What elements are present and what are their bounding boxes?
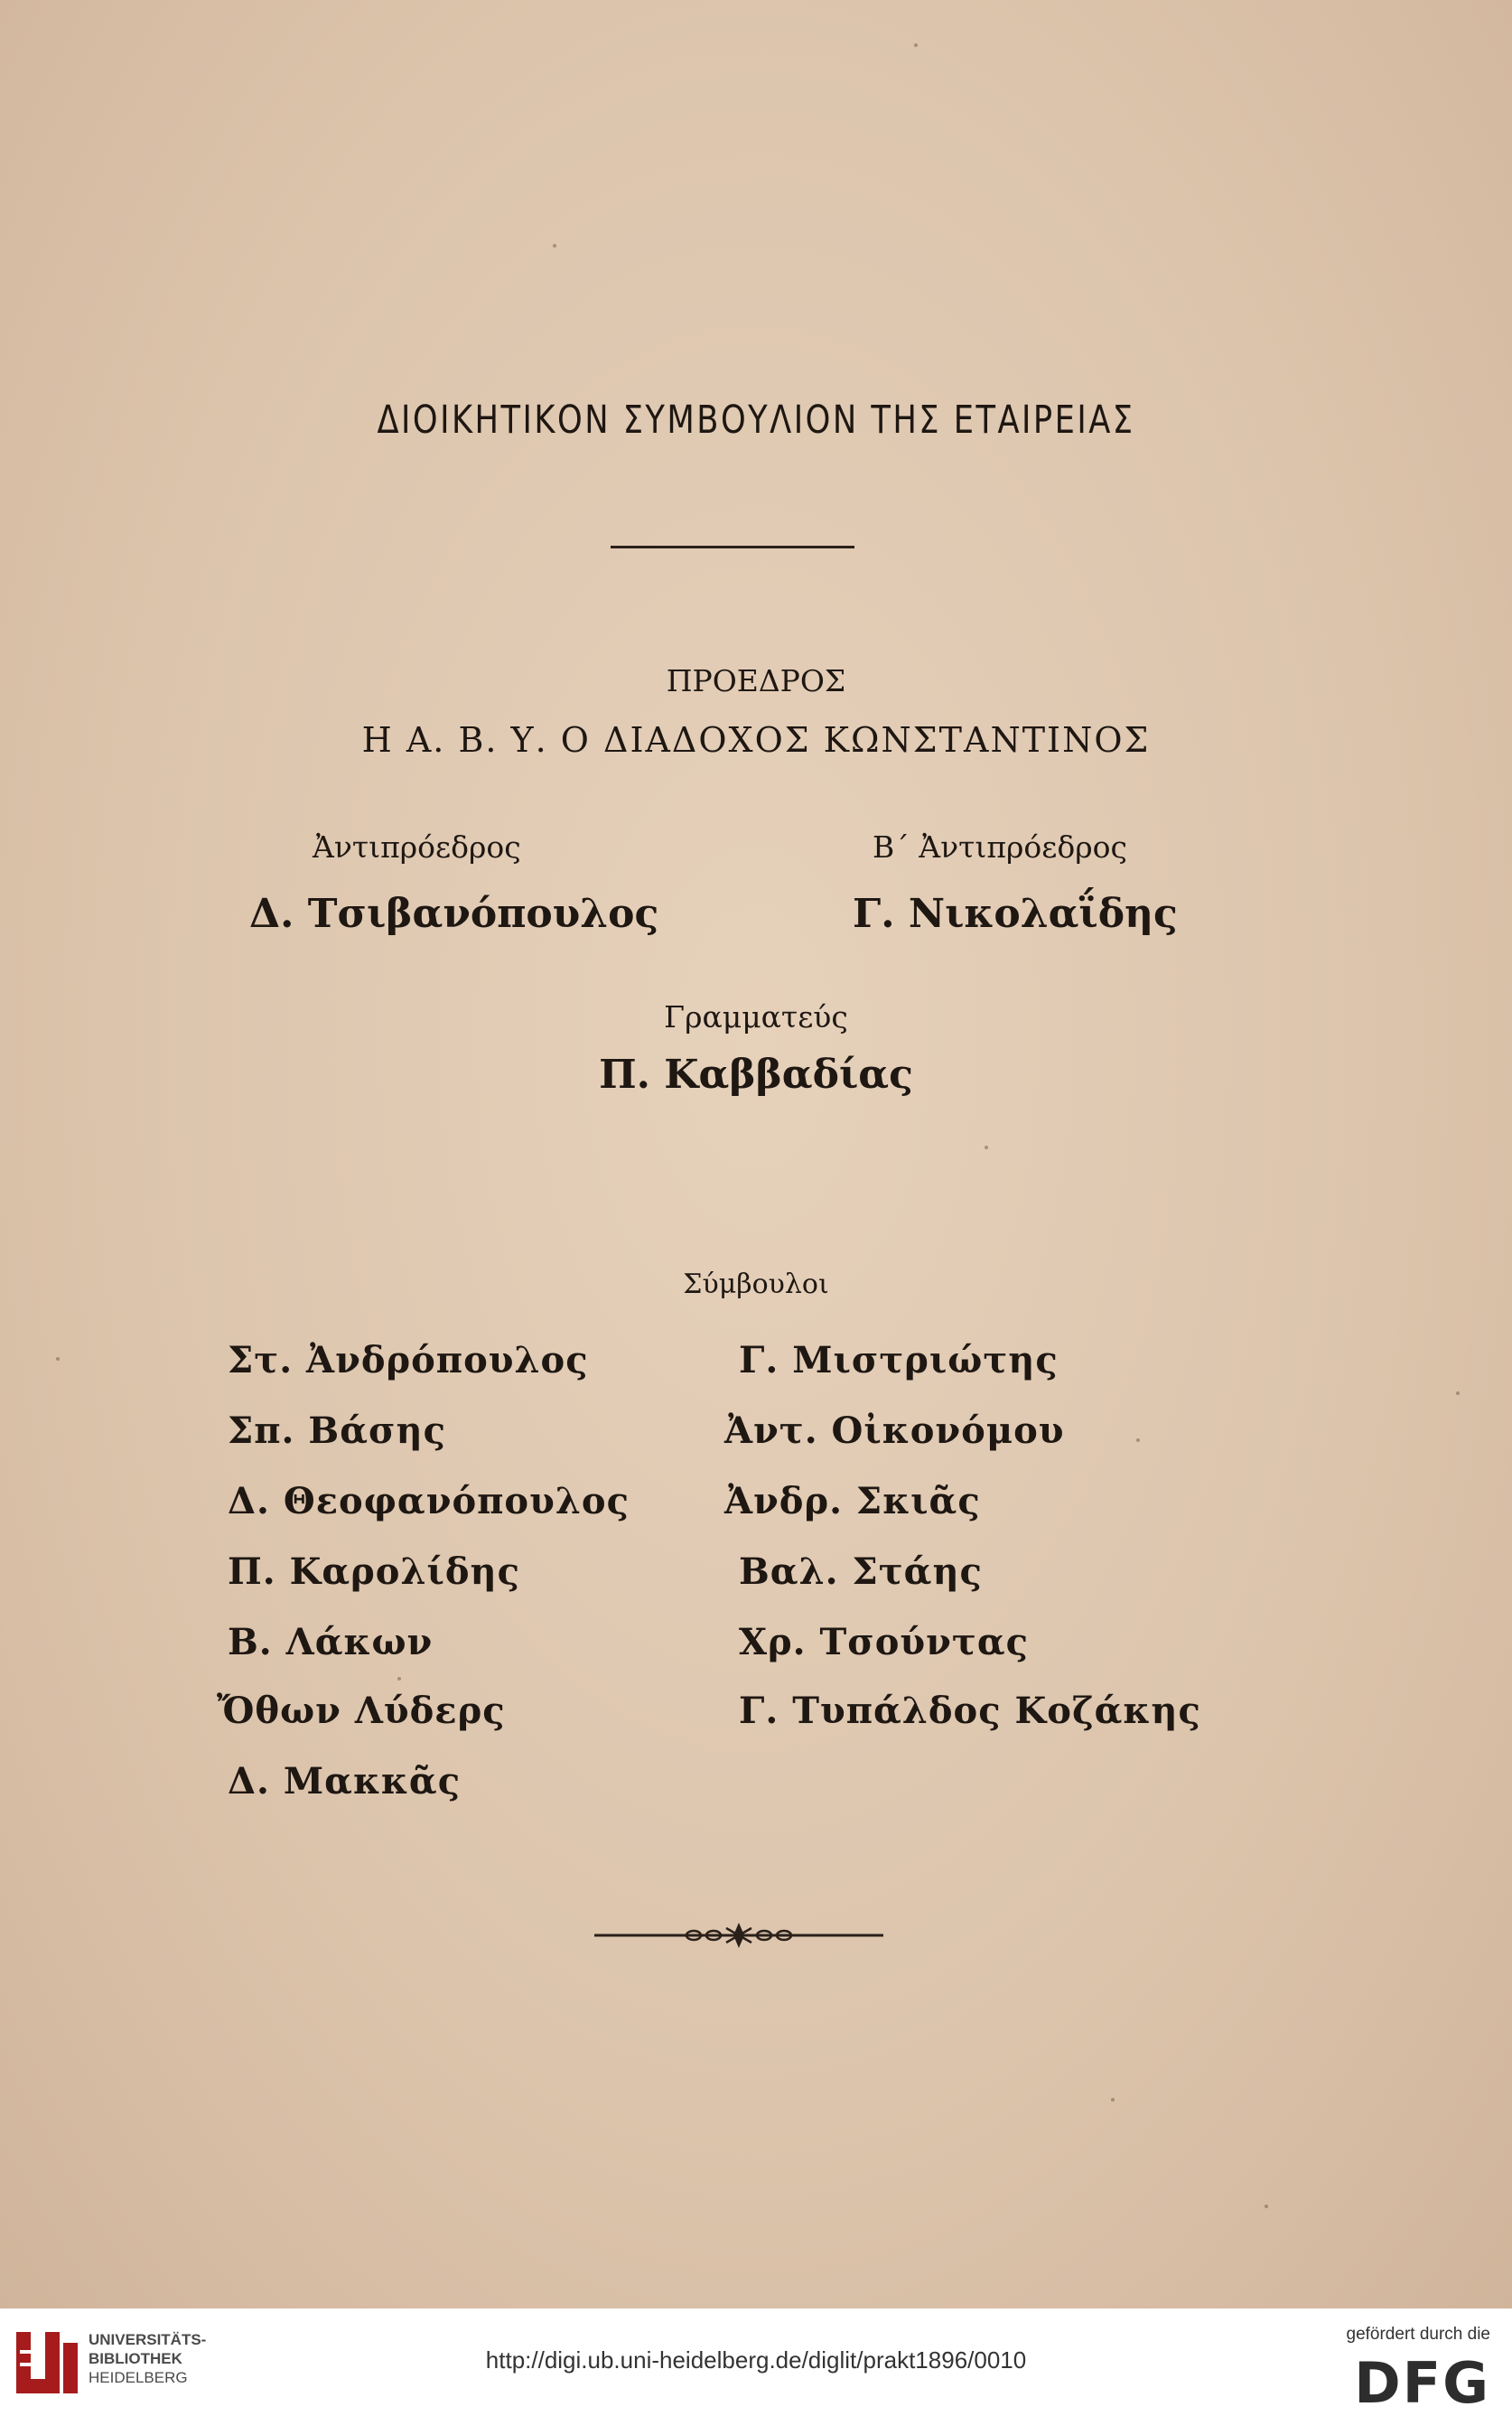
paper-speck bbox=[914, 43, 918, 47]
councillor-name: Στ. Ἀνδρόπουλος bbox=[228, 1339, 589, 1381]
councillor-name: Σπ. Βάσης bbox=[228, 1409, 446, 1452]
councillor-name: Δ. Μακκᾶς bbox=[228, 1760, 462, 1803]
library-line: HEIDELBERG bbox=[89, 2369, 188, 2386]
dfg-logo-icon: DFG bbox=[1354, 2350, 1490, 2416]
councillor-name: Π. Καρολίδης bbox=[228, 1550, 520, 1593]
councillor-name: Χρ. Τσούντας bbox=[739, 1621, 1029, 1663]
second-vice-president-name: Γ. Νικολαΐδης bbox=[853, 891, 1178, 937]
permalink-url[interactable]: http://digi.ub.uni-heidelberg.de/diglit/prakt1896/0010 bbox=[485, 2346, 1027, 2374]
paper-speck bbox=[1136, 1438, 1140, 1442]
page-heading: ΔΙΟΙΚΗΤΙΚΟΝ ΣΥΜΒΟΥΛΙΟΝ ΤΗΣ ΕΤΑΙΡΕΙΑΣ bbox=[377, 398, 1135, 443]
councillor-name: Β. Λάκων bbox=[228, 1621, 434, 1663]
councillor-name: Ἀνδρ. Σκιᾶς bbox=[724, 1480, 981, 1522]
councillor-name: Δ. Θεοφανόπουλος bbox=[228, 1480, 630, 1522]
vice-president-label: Ἀντιπρόεδρος bbox=[313, 829, 521, 865]
president-label: ΠΡΟΕΔΡΟΣ bbox=[666, 663, 846, 698]
viewer-footer bbox=[0, 2308, 1512, 2416]
sponsor-caption: gefördert durch die bbox=[1346, 2325, 1490, 2344]
councillor-name: Ἀντ. Οἰκονόμου bbox=[724, 1409, 1065, 1452]
paper-speck bbox=[985, 1146, 988, 1149]
library-line: UNIVERSITÄTS- bbox=[89, 2331, 207, 2348]
paper-speck bbox=[553, 244, 556, 248]
secretary-name: Π. Καββαδίας bbox=[599, 1052, 913, 1098]
heading-divider bbox=[611, 546, 854, 548]
second-vice-president-label: Β΄ Ἀντιπρόεδρος bbox=[873, 829, 1127, 865]
ornament-divider bbox=[594, 1917, 883, 1953]
paper-speck bbox=[56, 1357, 60, 1361]
councillor-name: Ὄθων Λύδερς bbox=[217, 1690, 506, 1732]
paper-speck bbox=[1456, 1391, 1460, 1395]
councillor-name: Γ. Μιστριώτης bbox=[739, 1339, 1059, 1381]
paper-speck bbox=[1111, 2098, 1115, 2102]
councillor-name: Βαλ. Στάης bbox=[739, 1550, 983, 1593]
paper-speck bbox=[1265, 2205, 1268, 2208]
library-line: BIBLIOTHEK bbox=[89, 2350, 182, 2367]
president-name: Η Α. Β. Υ. Ο ΔΙΑΔΟΧΟΣ ΚΩΝΣΤΑΝΤΙΝΟΣ bbox=[361, 720, 1151, 760]
vice-president-name: Δ. Τσιβανόπουλος bbox=[249, 891, 659, 937]
paper-speck bbox=[397, 1677, 401, 1681]
councillors-label: Σύμβουλοι bbox=[683, 1269, 829, 1300]
secretary-label: Γραμματεύς bbox=[664, 999, 848, 1035]
councillor-name: Γ. Τυπάλδος Κοζάκης bbox=[739, 1690, 1201, 1732]
